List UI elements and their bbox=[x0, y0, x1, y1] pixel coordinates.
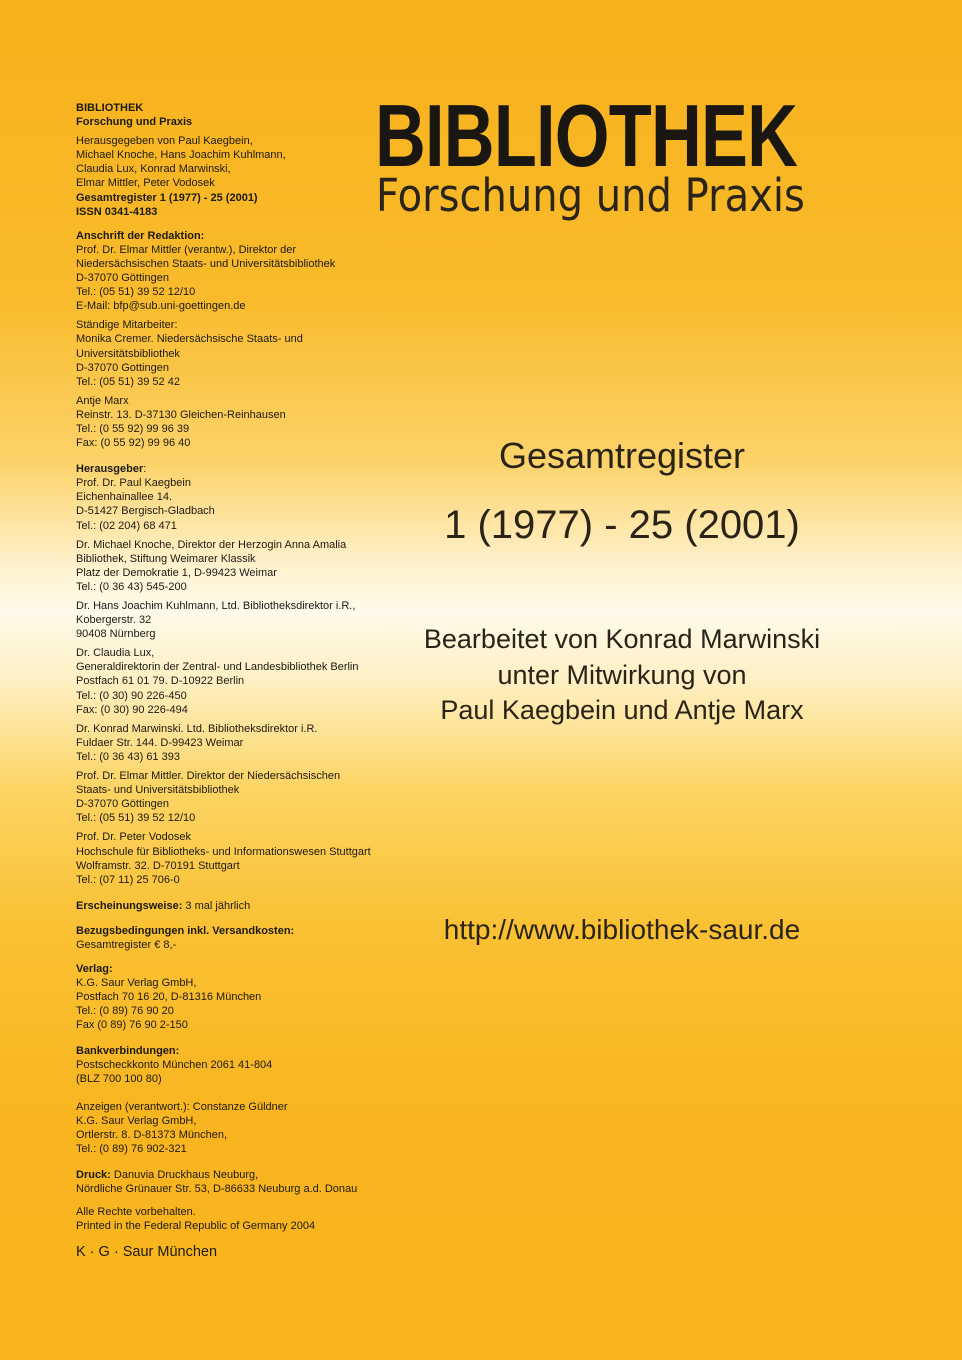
imprint-line bbox=[76, 660, 386, 674]
imprint-line bbox=[76, 976, 386, 990]
editor-line: unter Mitwirkung von bbox=[497, 659, 747, 690]
imprint-line bbox=[76, 115, 386, 129]
imprint-text: D-37070 Göttingen bbox=[76, 798, 169, 811]
imprint-text: Tel.: (07 11) 25 706-0 bbox=[76, 873, 180, 886]
imprint-block bbox=[76, 134, 386, 219]
imprint-block bbox=[76, 962, 386, 1032]
imprint-text: Dr. Konrad Marwinski. Ltd. Bibliotheksdirektor i.R. bbox=[76, 722, 318, 735]
imprint-text: Fax (0 89) 76 90 2-150 bbox=[76, 1019, 188, 1032]
imprint-line bbox=[76, 271, 386, 285]
imprint-line bbox=[76, 1128, 386, 1142]
imprint-text: Tel.: (0 36 43) 545-200 bbox=[76, 580, 187, 593]
imprint-text: Elmar Mittler, Peter Vodosek bbox=[76, 177, 215, 190]
imprint-block bbox=[76, 646, 386, 716]
imprint-text: Fax: (0 30) 90 226-494 bbox=[76, 703, 188, 716]
imprint-line bbox=[76, 1182, 386, 1196]
imprint-text: E-Mail: bfp@sub.uni-goettingen.de bbox=[76, 300, 246, 313]
imprint-text: Claudia Lux, Konrad Marwinski, bbox=[76, 163, 231, 176]
imprint-label: ISSN 0341-4183 bbox=[76, 205, 158, 218]
imprint-text: Michael Knoche, Hans Joachim Kuhlmann, bbox=[76, 149, 286, 162]
imprint-line bbox=[76, 375, 386, 389]
imprint-block bbox=[76, 394, 386, 450]
imprint-text: Hochschule für Bibliotheks- und Informationswesen Stuttgart bbox=[76, 845, 371, 858]
imprint-label: Druck: bbox=[76, 1169, 111, 1182]
imprint-label: Forschung und Praxis bbox=[76, 116, 193, 129]
imprint-label: Verlag: bbox=[76, 963, 113, 976]
imprint-text: Tel.: (05 51) 39 52 12/10 bbox=[76, 812, 196, 825]
publisher-line: K · G · Saur München bbox=[76, 1243, 218, 1260]
imprint-text: 90408 Nürnberg bbox=[76, 628, 156, 641]
imprint-line bbox=[76, 285, 386, 299]
imprint-text: K.G. Saur Verlag GmbH, bbox=[76, 977, 197, 990]
imprint-line bbox=[76, 361, 386, 375]
imprint-block bbox=[76, 769, 386, 825]
imprint-block bbox=[76, 229, 386, 314]
imprint-text: Niedersächsischen Staats- und Universitätsbibliothek bbox=[76, 257, 336, 270]
imprint-line bbox=[76, 689, 386, 703]
volume-range: 1 (1977) - 25 (2001) bbox=[444, 503, 800, 547]
imprint-text: Tel.: (0 55 92) 99 96 39 bbox=[76, 422, 190, 435]
imprint-text: Nördliche Grünauer Str. 53, D-86633 Neuburg a.d. Donau bbox=[76, 1183, 358, 1196]
imprint-line bbox=[76, 859, 386, 873]
imprint-line bbox=[76, 873, 386, 887]
imprint-line bbox=[76, 1018, 386, 1032]
imprint-line bbox=[76, 191, 386, 205]
imprint-line bbox=[76, 243, 386, 257]
imprint-block bbox=[76, 830, 386, 886]
imprint-text: Tel.: (0 89) 76 902-321 bbox=[76, 1143, 187, 1156]
imprint-block bbox=[76, 1205, 386, 1233]
imprint-text: Gesamtregister € 8,- bbox=[76, 938, 177, 951]
imprint-block bbox=[76, 899, 386, 913]
register-title: Gesamtregister bbox=[498, 435, 746, 476]
imprint-line bbox=[76, 703, 386, 717]
imprint-line bbox=[76, 1072, 386, 1086]
imprint-column bbox=[76, 96, 386, 1261]
journal-subtitle: Forschung und Praxis bbox=[376, 169, 805, 222]
imprint-line bbox=[76, 750, 386, 764]
imprint-text: Dr. Hans Joachim Kuhlmann, Ltd. Bibliotheksdirektor i.R., bbox=[76, 600, 356, 612]
imprint-line bbox=[76, 422, 386, 436]
imprint-line bbox=[76, 490, 386, 504]
imprint-text: Postfach 70 16 20, D-81316 München bbox=[76, 991, 262, 1004]
imprint-block bbox=[76, 722, 386, 764]
imprint-text: Tel.: (0 30) 90 226-450 bbox=[76, 689, 187, 702]
imprint-line bbox=[76, 318, 386, 332]
imprint-text: Ortlerstr. 8. D-81373 München, bbox=[76, 1129, 228, 1141]
imprint-label: Bankverbindungen: bbox=[76, 1044, 180, 1057]
imprint-line bbox=[76, 552, 386, 566]
imprint-line bbox=[76, 938, 386, 952]
imprint-line bbox=[76, 646, 386, 660]
imprint-text: Ständige Mitarbeiter: bbox=[76, 319, 178, 332]
imprint-label: Gesamtregister 1 (1977) - 25 (2001) bbox=[76, 191, 258, 204]
imprint-text: Tel.: (02 204) 68 471 bbox=[76, 519, 177, 532]
imprint-text: Alle Rechte vorbehalten. bbox=[76, 1206, 196, 1219]
imprint-line bbox=[76, 797, 386, 811]
editor-line: Paul Kaegbein und Antje Marx bbox=[440, 695, 804, 725]
imprint-line bbox=[76, 229, 386, 243]
imprint-label: Bezugsbedingungen inkl. Versandkosten: bbox=[76, 924, 295, 937]
imprint-block bbox=[76, 599, 386, 641]
imprint-line bbox=[76, 899, 386, 913]
imprint-line bbox=[76, 205, 386, 219]
imprint-line bbox=[76, 845, 386, 859]
imprint-text: Postfach 61 01 79. D-10922 Berlin bbox=[76, 675, 245, 688]
imprint-text: Dr. Michael Knoche, Direktor der Herzogin Anna Amalia bbox=[76, 538, 347, 551]
imprint-text: 3 mal jährlich bbox=[182, 899, 251, 912]
imprint-text: Prof. Dr. Peter Vodosek bbox=[76, 831, 191, 844]
imprint-text: D-51427 Bergisch-Gladbach bbox=[76, 505, 215, 518]
imprint-text: Dr. Claudia Lux, bbox=[76, 647, 155, 660]
imprint-line bbox=[76, 580, 386, 594]
imprint-line bbox=[76, 1100, 386, 1114]
imprint-line bbox=[76, 538, 386, 552]
imprint-text: Eichenhainallee 14. bbox=[76, 491, 173, 504]
journal-title: BIBLIOTHEK bbox=[375, 86, 798, 185]
imprint-line bbox=[76, 1219, 386, 1233]
imprint-line bbox=[76, 769, 386, 783]
imprint-block bbox=[76, 538, 386, 594]
imprint-text: Wolframstr. 32. D-70191 Stuttgart bbox=[76, 859, 240, 872]
imprint-text: : bbox=[143, 463, 147, 476]
imprint-line bbox=[76, 134, 386, 148]
imprint-text: Tel.: (0 36 43) 61 393 bbox=[76, 750, 180, 763]
editor-line: Bearbeitet von Konrad Marwinski bbox=[423, 624, 821, 654]
imprint-block bbox=[76, 1044, 386, 1086]
imprint-line bbox=[76, 148, 386, 162]
imprint-line bbox=[76, 162, 386, 176]
imprint-text: Bibliothek, Stiftung Weimarer Klassik bbox=[76, 552, 256, 565]
imprint-line bbox=[76, 504, 386, 518]
imprint-line bbox=[76, 566, 386, 580]
imprint-line bbox=[76, 299, 386, 313]
imprint-text: Kobergerstr. 32 bbox=[76, 614, 152, 627]
imprint-block bbox=[76, 1168, 386, 1196]
imprint-label: Erscheinungsweise: bbox=[76, 899, 183, 912]
imprint-text: Prof. Dr. Paul Kaegbein bbox=[76, 477, 191, 490]
imprint-text: Anzeigen (verantwort.): Constanze Güldner bbox=[76, 1100, 288, 1113]
imprint-line bbox=[76, 257, 386, 271]
imprint-line bbox=[76, 408, 386, 422]
imprint-line bbox=[76, 962, 386, 976]
imprint-block bbox=[76, 924, 386, 952]
imprint-line bbox=[76, 394, 386, 408]
imprint-line bbox=[76, 924, 386, 938]
imprint-text: Prof. Dr. Elmar Mittler (verantw.), Direktor der bbox=[76, 243, 297, 256]
imprint-line bbox=[76, 1044, 386, 1058]
imprint-text: Reinstr. 13. D-37130 Gleichen-Reinhausen bbox=[76, 408, 286, 421]
imprint-text: Tel.: (0 89) 76 90 20 bbox=[76, 1005, 174, 1018]
imprint-text: Monika Cremer. Niedersächsische Staats- und bbox=[76, 333, 303, 346]
imprint-text: D-37070 Göttingen bbox=[76, 272, 169, 285]
imprint-text: Staats- und Universitätsbibliothek bbox=[76, 784, 240, 797]
imprint-text: Fuldaer Str. 144. D-99423 Weimar bbox=[76, 736, 244, 749]
imprint-line bbox=[76, 1205, 386, 1219]
imprint-line bbox=[76, 476, 386, 490]
imprint-line bbox=[76, 830, 386, 844]
imprint-line bbox=[76, 1058, 386, 1072]
imprint-blocks bbox=[76, 101, 386, 1234]
imprint-line bbox=[76, 783, 386, 797]
imprint-label: Anschrift der Redaktion: bbox=[76, 229, 205, 242]
imprint-text: K.G. Saur Verlag GmbH, bbox=[76, 1114, 197, 1127]
imprint-line bbox=[76, 332, 386, 346]
imprint-line bbox=[76, 1114, 386, 1128]
imprint-label: BIBLIOTHEK bbox=[76, 102, 144, 114]
imprint-text: (BLZ 700 100 80) bbox=[76, 1072, 162, 1085]
imprint-line bbox=[76, 627, 386, 641]
imprint-text: Herausgegeben von Paul Kaegbein, bbox=[76, 135, 253, 148]
imprint-line bbox=[76, 599, 386, 613]
imprint-text: Universitätsbibliothek bbox=[76, 347, 180, 360]
imprint-line bbox=[76, 176, 386, 190]
imprint-block bbox=[76, 101, 386, 129]
imprint-line bbox=[76, 1168, 386, 1182]
imprint-line bbox=[76, 1142, 386, 1156]
imprint-text: Prof. Dr. Elmar Mittler. Direktor der Niedersächsischen bbox=[76, 770, 341, 783]
imprint-text: Printed in the Federal Republic of Germany 2004 bbox=[76, 1220, 316, 1233]
website-link[interactable]: http://www.bibliothek-saur.de bbox=[443, 914, 801, 945]
imprint-text: Tel.: (05 51) 39 52 12/10 bbox=[76, 286, 196, 299]
imprint-line bbox=[76, 722, 386, 736]
imprint-text: Postscheckkonto München 2061 41-804 bbox=[76, 1058, 273, 1071]
imprint-text: D-37070 Gottingen bbox=[76, 361, 169, 374]
editor-credits bbox=[382, 622, 862, 729]
imprint-text: Antje Marx bbox=[76, 394, 129, 407]
imprint-line bbox=[76, 736, 386, 750]
imprint-line bbox=[76, 990, 386, 1004]
imprint-label: Herausgeber bbox=[76, 463, 144, 476]
imprint-line bbox=[76, 436, 386, 450]
imprint-text: Fax: (0 55 92) 99 96 40 bbox=[76, 437, 191, 450]
imprint-line bbox=[76, 674, 386, 688]
imprint-line bbox=[76, 811, 386, 825]
imprint-text: Tel.: (05 51) 39 52 42 bbox=[76, 375, 180, 388]
imprint-text: Generaldirektorin der Zentral- und Landesbibliothek Berlin bbox=[76, 661, 359, 674]
imprint-line bbox=[76, 519, 386, 533]
imprint-line bbox=[76, 613, 386, 627]
imprint-text: Danuvia Druckhaus Neuburg, bbox=[110, 1169, 259, 1182]
imprint-block bbox=[76, 318, 386, 388]
imprint-line bbox=[76, 462, 386, 476]
imprint-line bbox=[76, 347, 386, 361]
imprint-block bbox=[76, 1100, 386, 1156]
imprint-line bbox=[76, 101, 386, 115]
imprint-line bbox=[76, 1004, 386, 1018]
imprint-text: Platz der Demokratie 1, D-99423 Weimar bbox=[76, 566, 277, 579]
imprint-block bbox=[76, 462, 386, 532]
